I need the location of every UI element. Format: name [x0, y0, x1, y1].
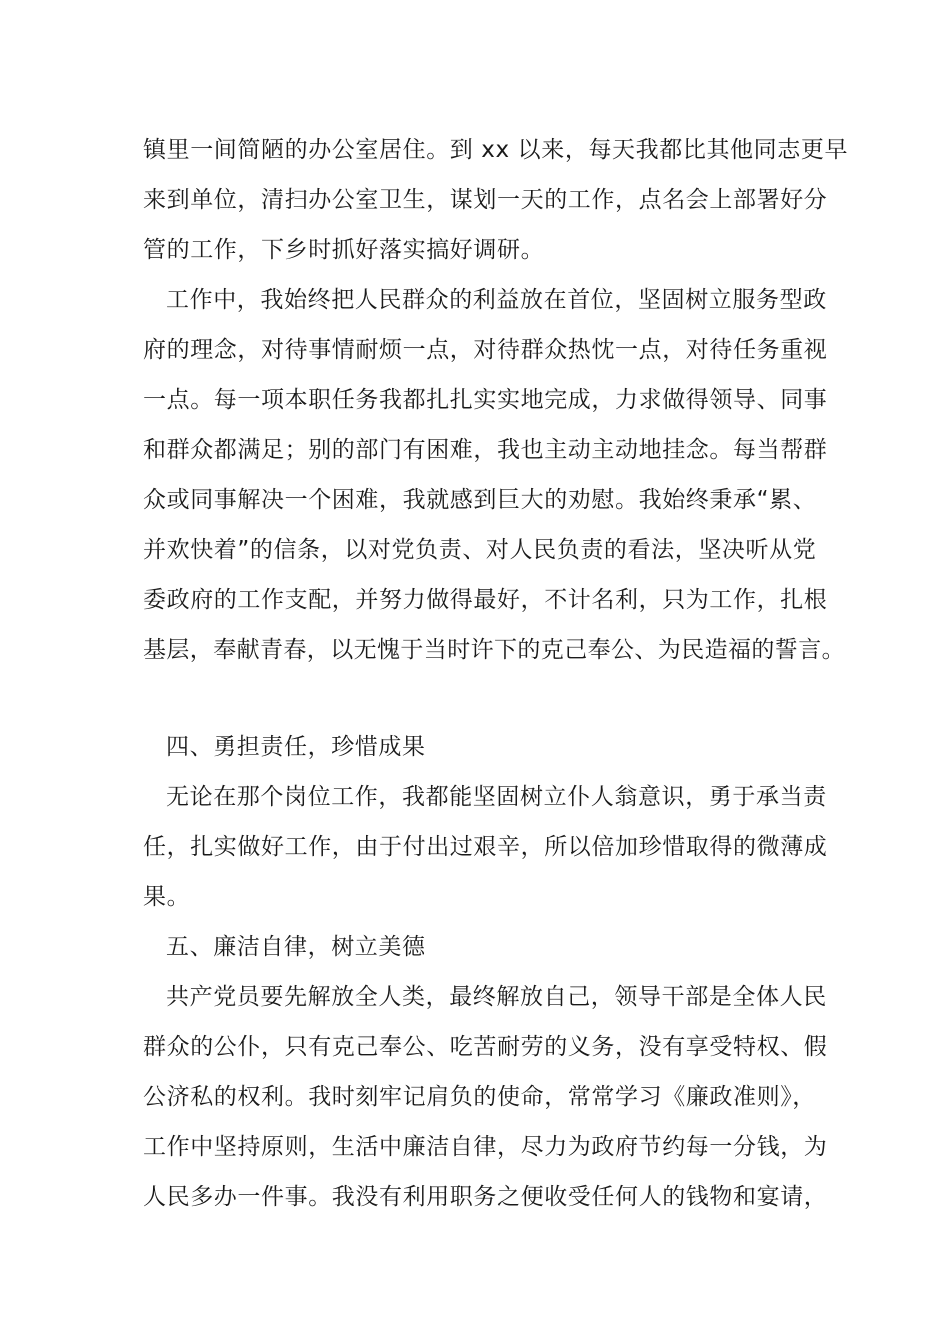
paragraph-line: 无论在那个岗位工作，我都能坚固树立仆人翁意识，勇于承当责 — [166, 784, 827, 810]
section-heading: 四、勇担责任，珍惜成果 — [166, 734, 426, 760]
paragraph-line: 一点。每一项本职任务我都扎扎实实地完成，力求做得领导、同事 — [143, 387, 828, 413]
paragraph-line: 来到单位，清扫办公室卫生，谋划一天的工作，点名会上部署好分 — [143, 187, 828, 213]
paragraph-line: 并欢快着”的信条，以对党负责、对人民负责的看法，坚决听从党 — [143, 537, 817, 563]
paragraph-line: 果。 — [143, 884, 191, 910]
paragraph-line: 管的工作，下乡时抓好落实搞好调研。 — [143, 237, 545, 263]
paragraph-line: 任，扎实做好工作，由于付出过艰辛，所以倍加珍惜取得的微薄成 — [143, 834, 828, 860]
paragraph-line: 基层，奉献青春，以无愧于当时许下的克己奉公、为民造福的誓言。 — [143, 637, 845, 663]
paragraph-line: 和群众都满足；别的部门有困难，我也主动主动地挂念。每当帮群 — [143, 437, 828, 463]
paragraph-line: 府的理念，对待事情耐烦一点，对待群众热忱一点，对待任务重视 — [143, 337, 828, 363]
paragraph-line: 委政府的工作支配，并努力做得最好，不计名利，只为工作，扎根 — [143, 587, 828, 613]
paragraph-line: 工作中坚持原则，生活中廉洁自律，尽力为政府节约每一分钱，为 — [143, 1134, 828, 1160]
paragraph-line: 镇里一间简陋的办公室居住。到 xx 以来，每天我都比其他同志更早 — [143, 137, 849, 163]
paragraph-line: 群众的公仆，只有克己奉公、吃苦耐劳的义务，没有享受特权、假 — [143, 1034, 828, 1060]
paragraph-line: 人民多办一件事。我没有利用职务之便收受任何人的钱物和宴请， — [143, 1184, 828, 1210]
paragraph-line: 公济私的权利。我时刻牢记肩负的使命，常常学习《廉政准则》， — [143, 1084, 816, 1110]
section-heading: 五、廉洁自律，树立美德 — [166, 934, 426, 960]
paragraph-line: 共产党员要先解放全人类，最终解放自己，领导干部是全体人民 — [166, 984, 827, 1010]
paragraph-line: 众或同事解决一个困难，我就感到巨大的劝慰。我始终秉承“累、 — [143, 487, 817, 513]
paragraph-line: 工作中，我始终把人民群众的利益放在首位，坚固树立服务型政 — [166, 287, 827, 313]
